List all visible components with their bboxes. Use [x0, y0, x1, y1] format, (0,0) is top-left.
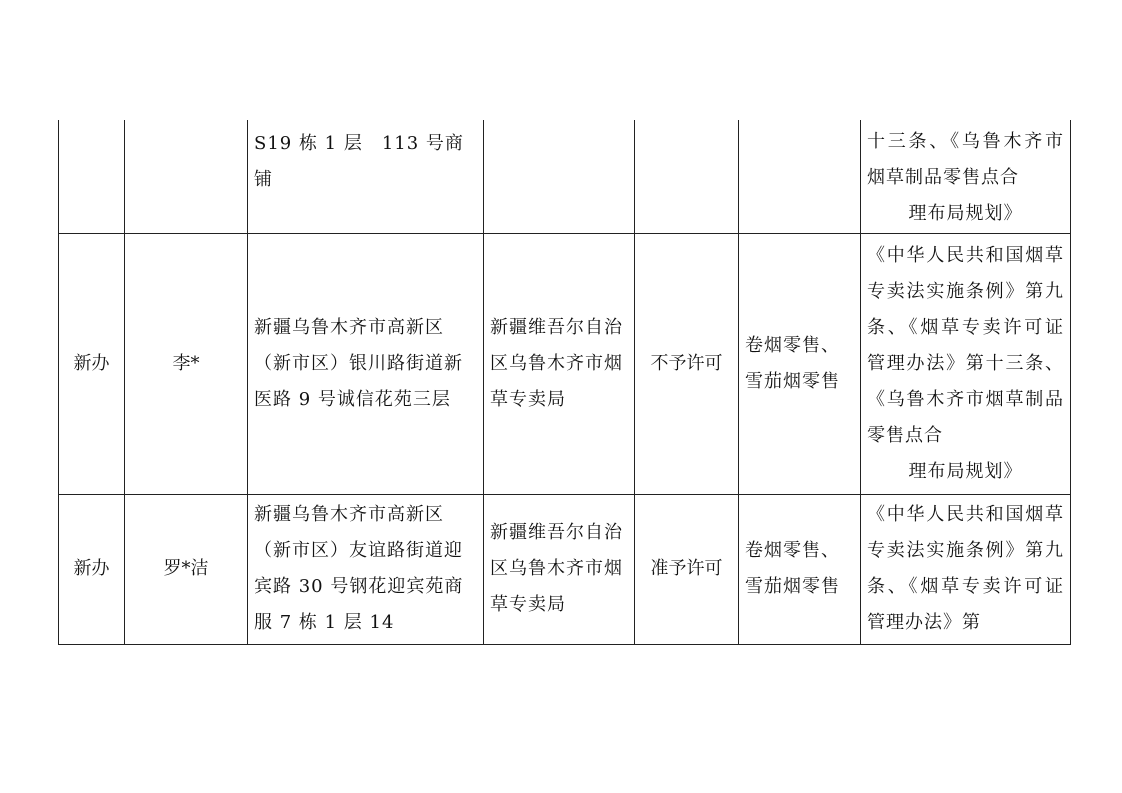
- legal-basis-tail: 理布局规划》: [908, 203, 1023, 224]
- department-cell: 新疆维吾尔自治区乌鲁木齐市烟草专卖局: [484, 494, 635, 644]
- department-cell: 新疆维吾尔自治区乌鲁木齐市烟草专卖局: [484, 233, 635, 494]
- address-cell: 新疆乌鲁木齐市高新区（新市区）友谊路街道迎宾路 30 号钢花迎宾苑商服 7 栋 1 层 14: [248, 494, 484, 644]
- decision-cell: 准予许可: [635, 494, 739, 644]
- legal-basis-text: 《中华人民共和国烟草专卖法实施条例》第九条、《烟草专卖许可证管理办法》第: [867, 504, 1064, 633]
- permit-table: [58, 120, 1071, 645]
- permit-type-cell: 新办: [59, 233, 125, 494]
- table-row: [59, 120, 1071, 233]
- legal-basis-cell: [861, 120, 1071, 233]
- address-cell: S19 栋 1 层 113 号商铺: [248, 120, 484, 233]
- legal-basis-text: 《中华人民共和国烟草专卖法实施条例》第九条、《烟草专卖许可证管理办法》第十三条、《乌鲁木齐市烟草制品零售点合: [867, 244, 1064, 446]
- scope-cell: 卷烟零售、雪茄烟零售: [739, 494, 861, 644]
- applicant-name-cell: [125, 120, 248, 233]
- department-cell: [484, 120, 635, 233]
- legal-basis-cell: [861, 494, 1071, 644]
- table-row: [59, 494, 1071, 644]
- legal-basis-tail: 理布局规划》: [908, 460, 1023, 482]
- permit-type-cell: [59, 120, 125, 233]
- applicant-name-cell: 李*: [125, 233, 248, 494]
- legal-basis-cell: [861, 233, 1071, 494]
- permit-type-cell: 新办: [59, 494, 125, 644]
- applicant-name-cell: 罗*洁: [125, 494, 248, 644]
- address-cell: 新疆乌鲁木齐市高新区（新市区）银川路街道新医路 9 号诚信花苑三层: [248, 233, 484, 494]
- decision-cell: [635, 120, 739, 233]
- table-row: [59, 233, 1071, 494]
- legal-basis-text: 十三条、《乌鲁木齐市烟草制品零售点合: [867, 131, 1064, 188]
- scope-cell: [739, 120, 861, 233]
- decision-cell: 不予许可: [635, 233, 739, 494]
- scope-cell: 卷烟零售、雪茄烟零售: [739, 233, 861, 494]
